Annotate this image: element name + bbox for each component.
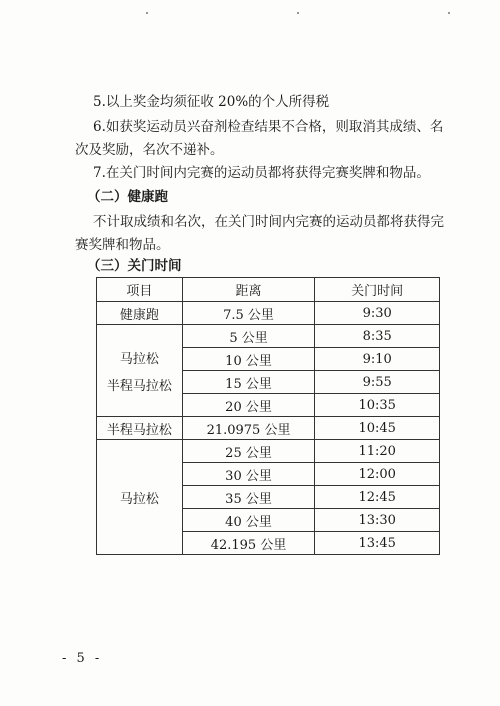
header-event: 项目	[97, 278, 183, 302]
time-cell: 9:30	[315, 302, 440, 325]
time-cell: 10:45	[315, 417, 440, 440]
time-cell: 9:10	[315, 348, 440, 371]
table-row	[97, 417, 440, 440]
item-5: 5.以上奖金均须征收 20%的个人所得税	[93, 94, 330, 110]
distance-cell: 40 公里	[182, 509, 315, 532]
table-row	[97, 302, 440, 325]
time-cell: 13:30	[315, 509, 440, 532]
distance-cell: 42.195 公里	[182, 532, 315, 555]
section-heading-cutoff: （三）关门时间	[87, 258, 182, 274]
fun-run-text-line-1: 不计取成绩和名次，在关门时间内完赛的运动员都将获得完	[93, 214, 444, 230]
header-distance: 距离	[182, 278, 315, 302]
time-cell: 10:35	[315, 394, 440, 417]
section-heading-fun-run: （二）健康跑	[87, 189, 168, 205]
time-cell: 8:35	[315, 325, 440, 348]
event-cell-marathon-half	[97, 325, 183, 417]
item-6-line-1: 6.如获奖运动员兴奋剂检查结果不合格，则取消其成绩、名	[93, 119, 444, 135]
table-row	[97, 440, 440, 463]
distance-cell: 25 公里	[182, 440, 315, 463]
scan-mark	[448, 12, 450, 14]
time-cell: 9:55	[315, 371, 440, 394]
distance-cell: 10 公里	[182, 348, 315, 371]
item-7: 7.在关门时间内完赛的运动员都将获得完赛奖牌和物品。	[93, 165, 430, 181]
event-cell: 半程马拉松	[97, 417, 183, 440]
distance-cell: 21.0975 公里	[182, 417, 315, 440]
item-6-line-2: 次及奖励，名次不递补。	[75, 142, 224, 158]
time-cell: 11:20	[315, 440, 440, 463]
distance-cell: 30 公里	[182, 463, 315, 486]
distance-cell: 20 公里	[182, 394, 315, 417]
event-cell: 健康跑	[97, 302, 183, 325]
page-number: - 5 -	[62, 651, 103, 666]
time-cell: 12:45	[315, 486, 440, 509]
scan-mark	[146, 12, 148, 14]
event-name: 半程马拉松	[106, 378, 172, 394]
table-header-row	[97, 278, 440, 302]
time-cell: 12:00	[315, 463, 440, 486]
header-cutoff-time: 关门时间	[315, 278, 440, 302]
distance-cell: 5 公里	[182, 325, 315, 348]
event-cell-marathon: 马拉松	[97, 440, 183, 555]
distance-cell: 35 公里	[182, 486, 315, 509]
event-name: 马拉松	[119, 351, 159, 367]
fun-run-text-line-2: 赛奖牌和物品。	[75, 237, 170, 253]
scan-mark	[297, 12, 299, 14]
cutoff-time-table	[96, 277, 440, 555]
table-row	[97, 325, 440, 348]
distance-cell: 7.5 公里	[182, 302, 315, 325]
distance-cell: 15 公里	[182, 371, 315, 394]
time-cell: 13:45	[315, 532, 440, 555]
